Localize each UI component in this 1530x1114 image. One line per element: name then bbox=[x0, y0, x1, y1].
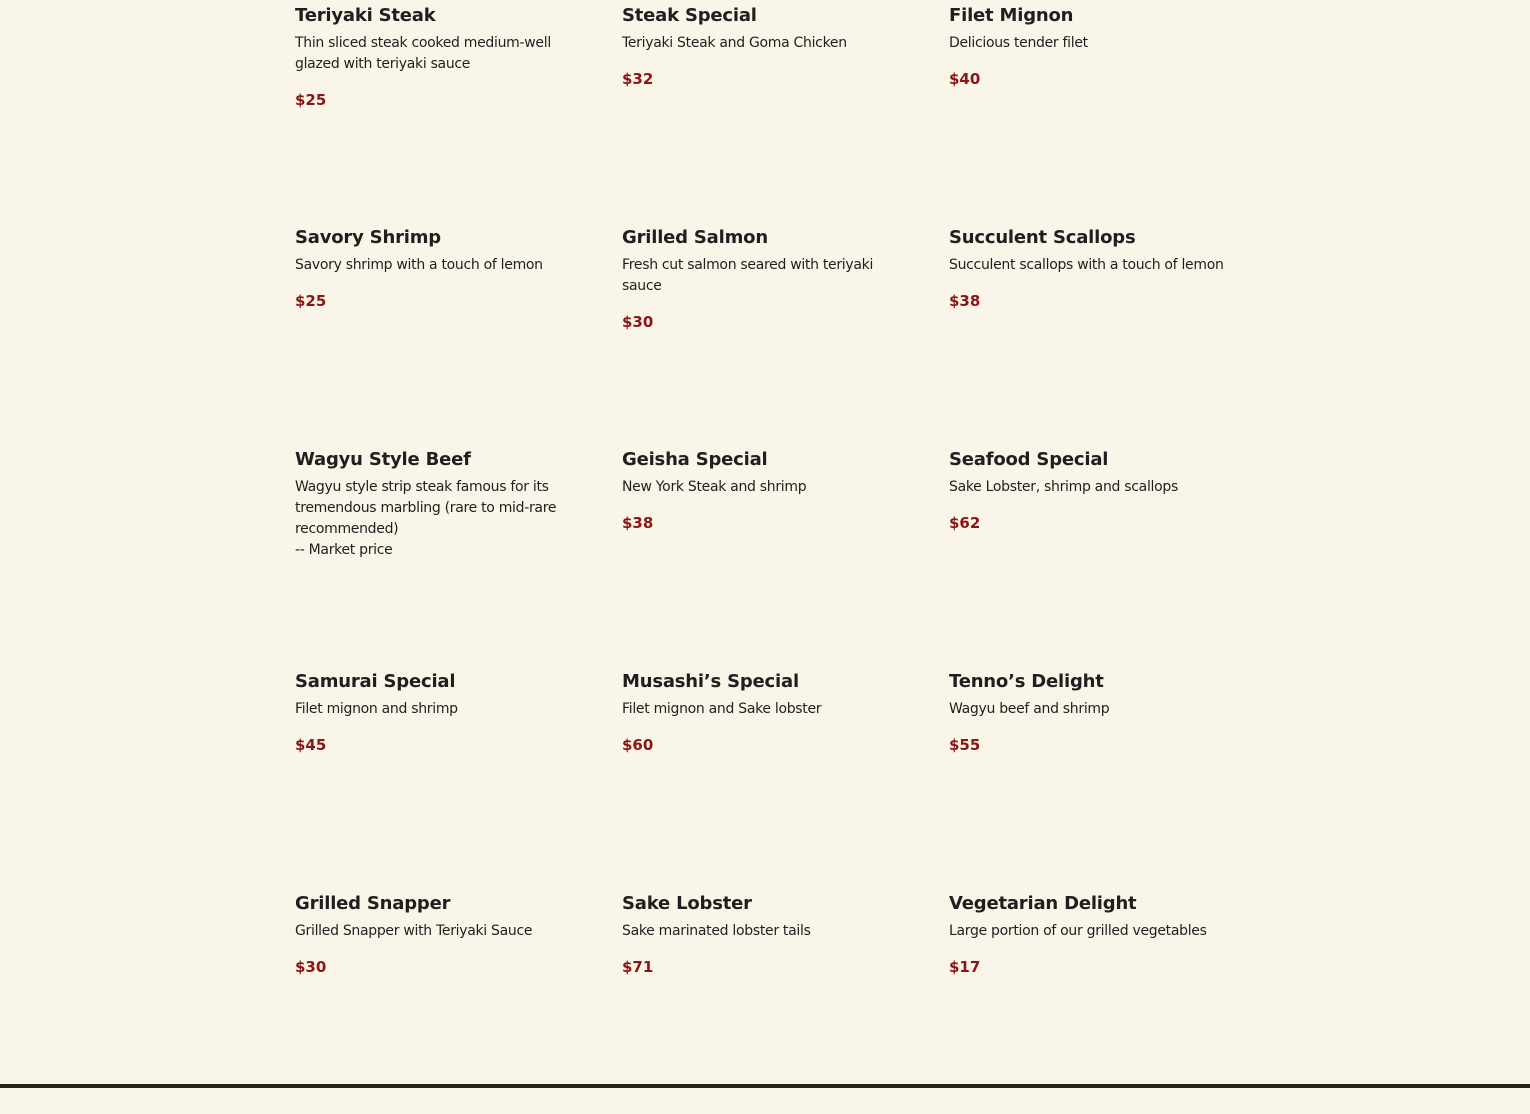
item-description: Teriyaki Steak and Goma Chicken bbox=[622, 35, 847, 51]
item-price: $25 bbox=[295, 91, 327, 109]
item-price: $62 bbox=[949, 514, 981, 532]
item-name: Grilled Snapper bbox=[295, 893, 451, 914]
item-name: Grilled Salmon bbox=[622, 227, 768, 248]
item-name: Filet Mignon bbox=[949, 5, 1074, 26]
item-price: $38 bbox=[622, 514, 654, 532]
item-price: $17 bbox=[949, 958, 981, 976]
item-price: $32 bbox=[622, 70, 654, 88]
menu-item bbox=[295, 892, 622, 1114]
item-name: Succulent Scallops bbox=[949, 227, 1136, 248]
menu-row bbox=[295, 4, 1245, 226]
menu-grid bbox=[295, 4, 1245, 1114]
menu-row bbox=[295, 448, 1245, 670]
item-name: Geisha Special bbox=[622, 449, 768, 470]
item-name: Vegetarian Delight bbox=[949, 893, 1137, 914]
menu-item bbox=[295, 448, 622, 670]
menu-item bbox=[622, 892, 949, 1114]
item-name: Tenno’s Delight bbox=[949, 671, 1104, 692]
item-name: Seafood Special bbox=[949, 449, 1109, 470]
item-price: $25 bbox=[295, 292, 327, 310]
menu-item bbox=[949, 4, 1276, 226]
item-price: $60 bbox=[622, 736, 654, 754]
item-name: Steak Special bbox=[622, 5, 757, 26]
menu-item bbox=[295, 4, 622, 226]
menu-row bbox=[295, 226, 1245, 448]
item-price: $30 bbox=[622, 313, 654, 331]
menu-item bbox=[949, 448, 1276, 670]
item-description: Grilled Snapper with Teriyaki Sauce bbox=[295, 923, 533, 939]
menu-item bbox=[622, 448, 949, 670]
footer-divider bbox=[0, 1084, 1530, 1088]
item-price: $55 bbox=[949, 736, 981, 754]
item-description: Delicious tender filet bbox=[949, 35, 1088, 51]
item-name: Wagyu Style Beef bbox=[295, 449, 471, 470]
menu-item bbox=[622, 670, 949, 892]
item-description: Wagyu beef and shrimp bbox=[949, 701, 1110, 717]
item-name: Samurai Special bbox=[295, 671, 456, 692]
menu-row bbox=[295, 892, 1245, 1114]
item-description: Thin sliced steak cooked medium-well glazed with teriyaki sauce bbox=[295, 35, 551, 72]
menu-item bbox=[622, 226, 949, 448]
menu-item bbox=[949, 226, 1276, 448]
item-description: Sake marinated lobster tails bbox=[622, 923, 811, 939]
item-description: Sake Lobster, shrimp and scallops bbox=[949, 479, 1178, 495]
item-description: Filet mignon and Sake lobster bbox=[622, 701, 822, 717]
item-price: $40 bbox=[949, 70, 981, 88]
item-price: $71 bbox=[622, 958, 654, 976]
menu-item bbox=[949, 670, 1276, 892]
item-name: Savory Shrimp bbox=[295, 227, 441, 248]
menu-item bbox=[949, 892, 1276, 1114]
item-description: Savory shrimp with a touch of lemon bbox=[295, 257, 543, 273]
item-name: Sake Lobster bbox=[622, 893, 752, 914]
item-description: Fresh cut salmon seared with teriyaki sauce bbox=[622, 257, 874, 294]
item-name: Teriyaki Steak bbox=[295, 5, 436, 26]
item-name: Musashi’s Special bbox=[622, 671, 799, 692]
item-description: Wagyu style strip steak famous for its tremendous marbling (rare to mid-rare recommended) -- Market price bbox=[295, 479, 557, 558]
item-description: Large portion of our grilled vegetables bbox=[949, 923, 1207, 939]
item-price: $45 bbox=[295, 736, 327, 754]
menu-item bbox=[622, 4, 949, 226]
menu-row bbox=[295, 670, 1245, 892]
item-description: New York Steak and shrimp bbox=[622, 479, 807, 495]
item-description: Succulent scallops with a touch of lemon bbox=[949, 257, 1224, 273]
menu-item bbox=[295, 226, 622, 448]
item-price: $30 bbox=[295, 958, 327, 976]
item-description: Filet mignon and shrimp bbox=[295, 701, 458, 717]
menu-item bbox=[295, 670, 622, 892]
item-price: $38 bbox=[949, 292, 981, 310]
